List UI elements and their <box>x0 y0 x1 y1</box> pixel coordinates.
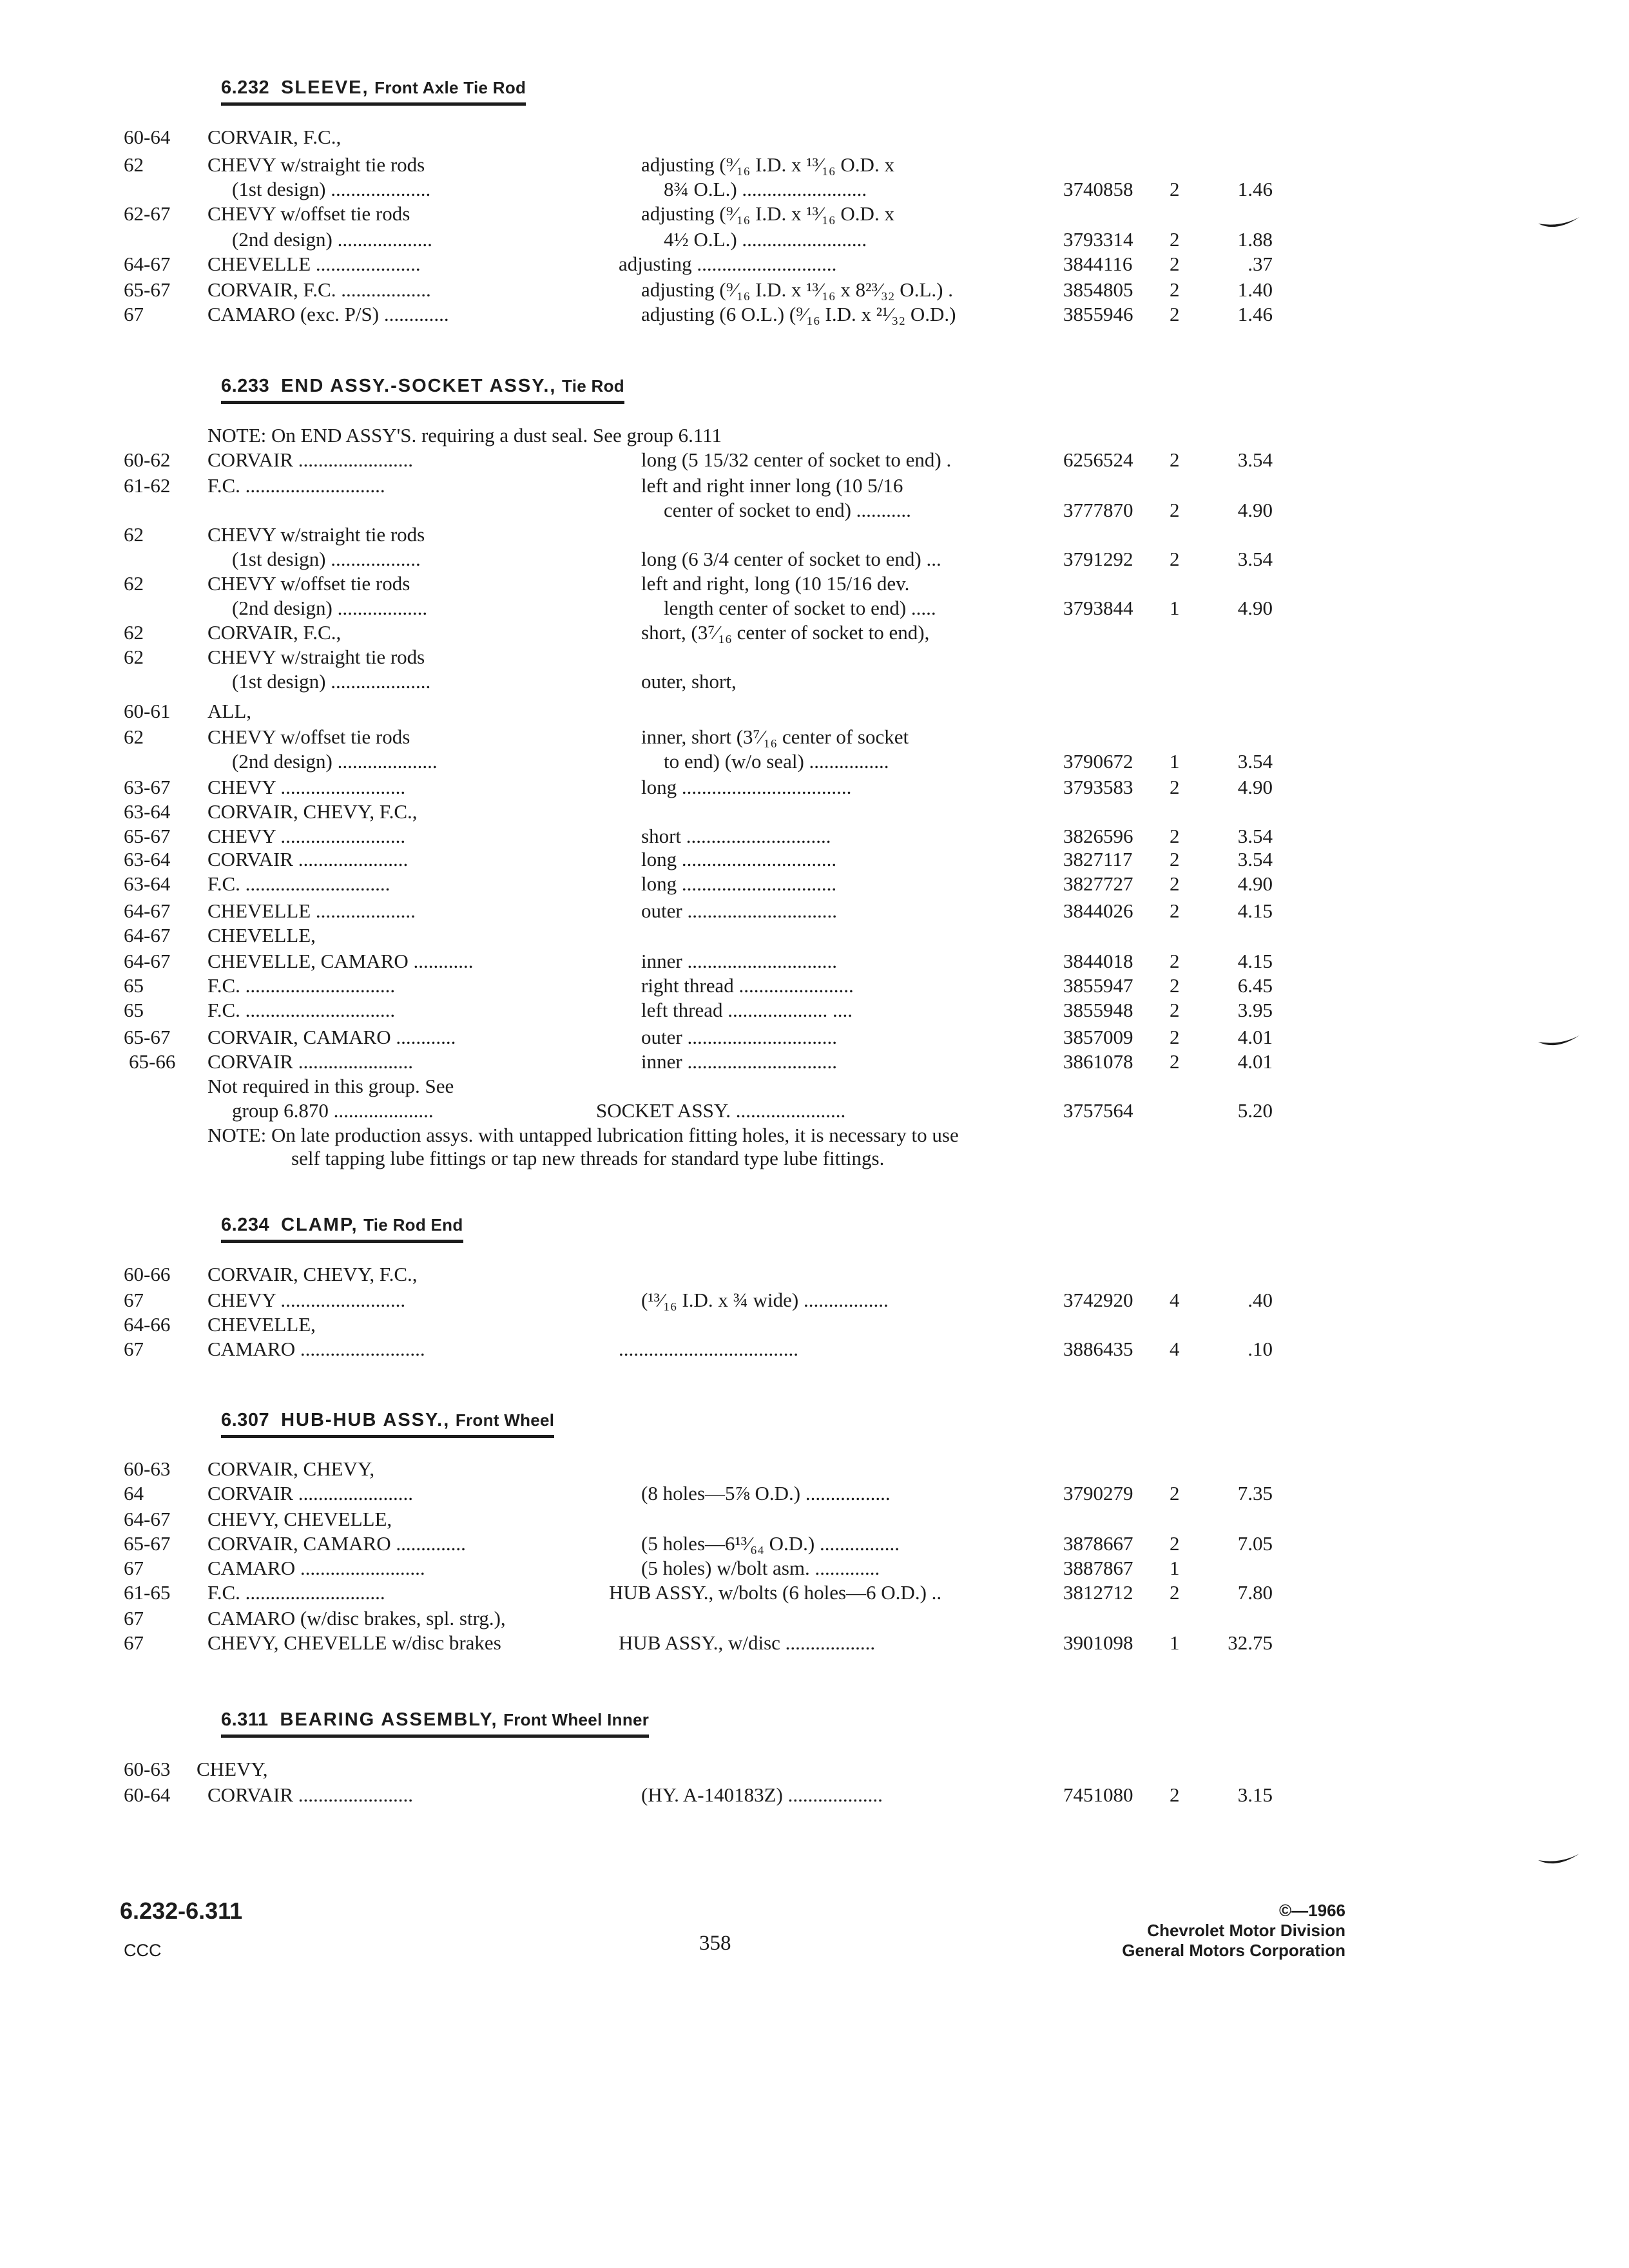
description-cell: long (6 3/4 center of socket to end) ... <box>641 548 941 570</box>
table-row <box>0 848 1629 874</box>
section-number: 6.307 <box>221 1410 270 1430</box>
model-cell: (1st design) .................... <box>232 670 431 693</box>
year-cell: 60-66 <box>124 1263 171 1285</box>
description-cell: .................................... <box>619 1338 798 1360</box>
corporation-line: General Motors Corporation <box>1122 1941 1345 1960</box>
part-number-cell: 3887867 <box>1063 1557 1133 1579</box>
table-row <box>0 278 1629 304</box>
year-cell: 64-67 <box>124 924 171 947</box>
year-cell: 67 <box>124 1631 144 1654</box>
section-heading-6-233 <box>221 376 624 404</box>
quantity-cell: 1 <box>1170 1631 1180 1654</box>
year-cell: 64-67 <box>124 253 171 275</box>
year-cell: 61-62 <box>124 474 171 497</box>
model-cell: CHEVY ......................... <box>207 1289 406 1311</box>
part-number-cell: 7451080 <box>1063 1783 1133 1806</box>
part-number-cell: 3861078 <box>1063 1050 1133 1073</box>
model-cell: CORVAIR, F.C., <box>207 126 342 148</box>
section-range: 6.232-6.311 <box>120 1898 243 1924</box>
description-cell: (5 holes—6¹³⁄₆₄ O.D.) ................ <box>641 1532 900 1555</box>
description-cell: (5 holes) w/bolt asm. ............. <box>641 1557 880 1579</box>
price-cell: 32.75 <box>1228 1631 1273 1654</box>
description-cell: short, (3⁷⁄₁₆ center of socket to end), <box>641 621 930 644</box>
price-cell: 5.20 <box>1237 1099 1273 1122</box>
year-cell: 64-66 <box>124 1313 171 1336</box>
description-cell: right thread ....................... <box>641 974 854 997</box>
note-text: NOTE: On END ASSY'S. requiring a dust seal. See group 6.111 <box>207 424 722 447</box>
year-cell: 62-67 <box>124 202 171 225</box>
part-number-cell: 3740858 <box>1063 178 1133 200</box>
model-cell: (2nd design) .................. <box>232 597 428 619</box>
quantity-cell: 1 <box>1170 1557 1180 1579</box>
model-cell: CHEVELLE, <box>207 1313 316 1336</box>
table-row <box>0 1289 1629 1314</box>
description-cell: inner, short (3⁷⁄₁₆ center of socket <box>641 726 909 748</box>
price-cell: 7.35 <box>1237 1482 1273 1504</box>
description-cell: HUB ASSY., w/bolts (6 holes—6 O.D.) .. <box>609 1581 942 1604</box>
year-cell: 64-67 <box>124 899 171 922</box>
table-row <box>0 1263 1629 1289</box>
description-cell: adjusting (6 O.L.) (⁹⁄₁₆ I.D. x ²¹⁄₃₂ O.D.) <box>641 303 956 325</box>
note-text: NOTE: On late production assys. with untapped lubrication fitting holes, it is necessary to use <box>207 1124 959 1146</box>
quantity-cell: 2 <box>1170 253 1180 275</box>
quantity-cell: 4 <box>1170 1338 1180 1360</box>
table-row <box>0 253 1629 278</box>
table-row <box>0 1457 1629 1483</box>
table-row <box>0 1075 1629 1100</box>
part-number-cell: 3855946 <box>1063 303 1133 325</box>
price-cell: .37 <box>1248 253 1273 275</box>
description-cell: adjusting (⁹⁄₁₆ I.D. x ¹³⁄₁₆ O.D. x <box>641 153 894 176</box>
quantity-cell: 2 <box>1170 974 1180 997</box>
section-subtitle: Front Axle Tie Rod <box>374 78 526 97</box>
section-keyword: CLAMP, <box>281 1215 358 1235</box>
table-row <box>0 872 1629 898</box>
description-cell: 8¾ O.L.) ......................... <box>664 178 867 200</box>
price-cell: 4.90 <box>1237 776 1273 798</box>
table-row <box>0 950 1629 975</box>
year-cell: 65 <box>124 974 144 997</box>
description-cell: outer .............................. <box>641 899 837 922</box>
model-cell: CORVAIR, CHEVY, <box>207 1457 375 1480</box>
table-row <box>0 726 1629 751</box>
table-row <box>0 178 1629 204</box>
quantity-cell: 2 <box>1170 776 1180 798</box>
section-subtitle: Tie Rod End <box>363 1215 463 1235</box>
price-cell: 7.80 <box>1237 1581 1273 1604</box>
part-number-cell: 3742920 <box>1063 1289 1133 1311</box>
table-row <box>0 597 1629 622</box>
catalog-code: CCC <box>124 1941 162 1960</box>
part-number-cell: 3855947 <box>1063 974 1133 997</box>
description-cell: outer, short, <box>641 670 737 693</box>
description-cell: center of socket to end) ........... <box>664 499 911 521</box>
price-cell: 3.54 <box>1237 548 1273 570</box>
model-cell: CORVAIR, CAMARO .............. <box>207 1532 466 1555</box>
year-cell: 60-63 <box>124 1457 171 1480</box>
year-cell: 62 <box>124 726 144 748</box>
model-cell: CAMARO (w/disc brakes, spl. strg.), <box>207 1607 506 1629</box>
price-cell: 4.01 <box>1237 1050 1273 1073</box>
year-cell: 61-65 <box>124 1581 171 1604</box>
year-cell: 60-63 <box>124 1758 171 1780</box>
year-cell: 67 <box>124 1607 144 1629</box>
description-cell: adjusting (⁹⁄₁₆ I.D. x ¹³⁄₁₆ O.D. x <box>641 202 894 225</box>
model-cell: CHEVY, CHEVELLE, <box>207 1508 392 1530</box>
quantity-cell: 2 <box>1170 825 1180 847</box>
year-cell: 60-62 <box>124 448 171 471</box>
part-number-cell: 3793583 <box>1063 776 1133 798</box>
model-cell: CHEVY, <box>197 1758 268 1780</box>
quantity-cell: 2 <box>1170 1482 1180 1504</box>
quantity-cell: 2 <box>1170 178 1180 200</box>
note-text: self tapping lube fittings or tap new threads for standard type lube fittings. <box>291 1147 885 1169</box>
year-cell: 67 <box>124 1557 144 1579</box>
description-cell: long .................................. <box>641 776 852 798</box>
part-number-cell: 3790672 <box>1063 750 1133 773</box>
part-number-cell: 3790279 <box>1063 1482 1133 1504</box>
model-cell: CORVAIR, F.C., <box>207 621 342 644</box>
quantity-cell: 2 <box>1170 872 1180 895</box>
price-cell: 1.46 <box>1237 303 1273 325</box>
part-number-cell: 3857009 <box>1063 1026 1133 1048</box>
table-row <box>0 1581 1629 1607</box>
model-cell: CHEVY w/offset tie rods <box>207 572 410 595</box>
model-cell: F.C. ............................ <box>207 1581 385 1604</box>
table-row <box>0 448 1629 474</box>
note-row <box>0 424 1629 450</box>
table-row <box>0 153 1629 179</box>
model-cell: ALL, <box>207 700 252 722</box>
table-row <box>0 646 1629 671</box>
table-row <box>0 1482 1629 1508</box>
year-cell: 60-64 <box>124 126 171 148</box>
model-cell: CAMARO ......................... <box>207 1338 425 1360</box>
division-line: Chevrolet Motor Division <box>1147 1921 1345 1940</box>
model-cell: (1st design) .................. <box>232 548 421 570</box>
section-heading-6-234 <box>221 1215 463 1243</box>
price-cell: .10 <box>1248 1338 1273 1360</box>
model-cell: CORVAIR, CHEVY, F.C., <box>207 800 418 823</box>
model-cell: F.C. .............................. <box>207 999 396 1021</box>
year-cell: 62 <box>124 646 144 668</box>
description-cell: to end) (w/o seal) ................ <box>664 750 889 773</box>
part-number-cell: 3901098 <box>1063 1631 1133 1654</box>
part-number-cell: 3793844 <box>1063 597 1133 619</box>
table-row <box>0 548 1629 573</box>
year-cell: 65 <box>124 999 144 1021</box>
description-cell: left and right inner long (10 5/16 <box>641 474 903 497</box>
table-row <box>0 800 1629 826</box>
description-cell: SOCKET ASSY. ...................... <box>596 1099 846 1122</box>
copyright-line: ©—1966 <box>1279 1901 1345 1920</box>
table-row <box>0 1758 1629 1783</box>
model-cell: CORVAIR, F.C. .................. <box>207 278 431 301</box>
year-cell: 65-66 <box>129 1050 176 1073</box>
table-row <box>0 499 1629 524</box>
quantity-cell: 2 <box>1170 848 1180 870</box>
table-row <box>0 700 1629 726</box>
year-cell: 62 <box>124 572 144 595</box>
quantity-cell: 2 <box>1170 499 1180 521</box>
description-cell: long ............................... <box>641 848 837 870</box>
price-cell: 1.40 <box>1237 278 1273 301</box>
description-cell: length center of socket to end) ..... <box>664 597 936 619</box>
table-row <box>0 1026 1629 1052</box>
price-cell: 4.90 <box>1237 499 1273 521</box>
quantity-cell: 2 <box>1170 950 1180 972</box>
table-row <box>0 474 1629 500</box>
quantity-cell: 2 <box>1170 1581 1180 1604</box>
part-number-cell: 3777870 <box>1063 499 1133 521</box>
table-row <box>0 1557 1629 1582</box>
model-cell: (1st design) .................... <box>232 178 431 200</box>
price-cell: 4.90 <box>1237 872 1273 895</box>
description-cell: short ............................. <box>641 825 831 847</box>
year-cell: 63-64 <box>124 848 171 870</box>
model-cell: CORVAIR, CHEVY, F.C., <box>207 1263 418 1285</box>
year-cell: 64 <box>124 1482 144 1504</box>
model-cell: group 6.870 .................... <box>232 1099 434 1122</box>
description-cell: (8 holes—5⅞ O.D.) ................. <box>641 1482 891 1504</box>
price-cell: 4.90 <box>1237 597 1273 619</box>
model-cell: CHEVELLE, CAMARO ............ <box>207 950 474 972</box>
table-row <box>0 1607 1629 1633</box>
year-cell: 67 <box>124 303 144 325</box>
quantity-cell: 2 <box>1170 278 1180 301</box>
model-cell: CHEVY, CHEVELLE w/disc brakes <box>207 1631 501 1654</box>
year-cell: 67 <box>124 1338 144 1360</box>
description-cell: left thread .................... .... <box>641 999 853 1021</box>
model-cell: Not required in this group. See <box>207 1075 454 1097</box>
table-row <box>0 1532 1629 1558</box>
note-row <box>0 1147 1629 1173</box>
section-number: 6.311 <box>221 1709 269 1730</box>
model-cell: CORVAIR ....................... <box>207 1050 414 1073</box>
year-cell: 67 <box>124 1289 144 1311</box>
year-cell: 60-61 <box>124 700 171 722</box>
year-cell: 63-67 <box>124 776 171 798</box>
year-cell: 64-67 <box>124 950 171 972</box>
description-cell: left and right, long (10 15/16 dev. <box>641 572 910 595</box>
table-row <box>0 1338 1629 1363</box>
part-number-cell: 3886435 <box>1063 1338 1133 1360</box>
part-number-cell: 3855948 <box>1063 999 1133 1021</box>
quantity-cell: 2 <box>1170 1532 1180 1555</box>
quantity-cell: 2 <box>1170 448 1180 471</box>
table-row <box>0 621 1629 647</box>
table-row <box>0 750 1629 776</box>
model-cell: CHEVY w/straight tie rods <box>207 153 425 176</box>
table-row <box>0 670 1629 696</box>
part-number-cell: 3757564 <box>1063 1099 1133 1122</box>
model-cell: CAMARO ......................... <box>207 1557 425 1579</box>
binder-mark-icon <box>1537 1028 1582 1053</box>
part-number-cell: 3854805 <box>1063 278 1133 301</box>
quantity-cell: 4 <box>1170 1289 1180 1311</box>
part-number-cell: 3844026 <box>1063 899 1133 922</box>
binder-mark-icon <box>1537 1846 1582 1872</box>
model-cell: (2nd design) ................... <box>232 228 432 251</box>
description-cell: outer .............................. <box>641 1026 837 1048</box>
section-keyword: HUB-HUB ASSY., <box>281 1410 450 1430</box>
section-number: 6.232 <box>221 77 270 98</box>
section-heading-6-232 <box>221 77 526 106</box>
year-cell: 65-67 <box>124 1532 171 1555</box>
part-number-cell: 3844116 <box>1063 253 1133 275</box>
price-cell: 3.95 <box>1237 999 1273 1021</box>
quantity-cell: 2 <box>1170 548 1180 570</box>
table-row <box>0 228 1629 254</box>
description-cell: adjusting ............................ <box>619 253 837 275</box>
part-number-cell: 3878667 <box>1063 1532 1133 1555</box>
price-cell: 3.15 <box>1237 1783 1273 1806</box>
year-cell: 63-64 <box>124 872 171 895</box>
model-cell: CAMARO (exc. P/S) ............. <box>207 303 449 325</box>
section-number: 6.233 <box>221 376 270 396</box>
description-cell: HUB ASSY., w/disc .................. <box>619 1631 876 1654</box>
section-heading-6-311 <box>221 1709 649 1738</box>
price-cell: .40 <box>1248 1289 1273 1311</box>
table-row <box>0 1631 1629 1657</box>
description-cell: 4½ O.L.) ......................... <box>664 228 867 251</box>
price-cell: 4.01 <box>1237 1026 1273 1048</box>
year-cell: 65-67 <box>124 278 171 301</box>
year-cell: 60-64 <box>124 1783 171 1806</box>
price-cell: 7.05 <box>1237 1532 1273 1555</box>
table-row <box>0 572 1629 598</box>
model-cell: F.C. .............................. <box>207 974 396 997</box>
model-cell: CHEVELLE, <box>207 924 316 947</box>
model-cell: CORVAIR ...................... <box>207 848 409 870</box>
table-row <box>0 974 1629 1000</box>
price-cell: 3.54 <box>1237 750 1273 773</box>
binder-mark-icon <box>1537 209 1582 235</box>
model-cell: CORVAIR ....................... <box>207 1482 414 1504</box>
description-cell: (HY. A-140183Z) ................... <box>641 1783 883 1806</box>
part-number-cell: 3791292 <box>1063 548 1133 570</box>
quantity-cell: 1 <box>1170 750 1180 773</box>
description-cell: (¹³⁄₁₆ I.D. x ¾ wide) ................. <box>641 1289 889 1311</box>
section-keyword: BEARING ASSEMBLY, <box>280 1709 498 1730</box>
model-cell: CHEVELLE ..................... <box>207 253 421 275</box>
description-cell: adjusting (⁹⁄₁₆ I.D. x ¹³⁄₁₆ x 8²³⁄₃₂ O.L.) . <box>641 278 953 301</box>
price-cell: 6.45 <box>1237 974 1273 997</box>
price-cell: 3.54 <box>1237 448 1273 471</box>
description-cell: long (5 15/32 center of socket to end) . <box>641 448 952 471</box>
price-cell: 4.15 <box>1237 950 1273 972</box>
year-cell: 62 <box>124 621 144 644</box>
part-number-cell: 3827727 <box>1063 872 1133 895</box>
model-cell: (2nd design) .................... <box>232 750 438 773</box>
price-cell: 3.54 <box>1237 825 1273 847</box>
model-cell: CORVAIR ....................... <box>207 1783 414 1806</box>
quantity-cell: 2 <box>1170 303 1180 325</box>
model-cell: CHEVY ......................... <box>207 776 406 798</box>
year-cell: 63-64 <box>124 800 171 823</box>
table-row <box>0 1783 1629 1809</box>
section-number: 6.234 <box>221 1215 270 1235</box>
model-cell: CHEVY w/offset tie rods <box>207 726 410 748</box>
price-cell: 1.88 <box>1237 228 1273 251</box>
price-cell: 4.15 <box>1237 899 1273 922</box>
part-number-cell: 3812712 <box>1063 1581 1133 1604</box>
part-number-cell: 6256524 <box>1063 448 1133 471</box>
model-cell: CHEVELLE .................... <box>207 899 416 922</box>
table-row <box>0 776 1629 802</box>
model-cell: CORVAIR ....................... <box>207 448 414 471</box>
part-number-cell: 3827117 <box>1063 848 1133 870</box>
year-cell: 62 <box>124 523 144 546</box>
section-keyword: SLEEVE, <box>281 77 369 98</box>
table-row <box>0 899 1629 925</box>
model-cell: F.C. ............................. <box>207 872 390 895</box>
section-subtitle: Front Wheel Inner <box>503 1710 650 1729</box>
table-row <box>0 126 1629 151</box>
description-cell: long ............................... <box>641 872 837 895</box>
publisher-block <box>1122 1901 1345 1961</box>
model-cell: CORVAIR, CAMARO ............ <box>207 1026 456 1048</box>
table-row <box>0 924 1629 950</box>
model-cell: CHEVY w/straight tie rods <box>207 523 425 546</box>
quantity-cell: 2 <box>1170 899 1180 922</box>
part-number-cell: 3793314 <box>1063 228 1133 251</box>
table-row <box>0 999 1629 1024</box>
description-cell: inner .............................. <box>641 950 837 972</box>
table-row <box>0 303 1629 329</box>
section-heading-6-307 <box>221 1410 554 1438</box>
year-cell: 64-67 <box>124 1508 171 1530</box>
table-row <box>0 523 1629 549</box>
description-cell: inner .............................. <box>641 1050 837 1073</box>
table-row <box>0 202 1629 228</box>
table-row <box>0 1508 1629 1533</box>
table-row <box>0 825 1629 850</box>
model-cell: CHEVY ......................... <box>207 825 406 847</box>
section-subtitle: Front Wheel <box>455 1410 555 1430</box>
quantity-cell: 1 <box>1170 597 1180 619</box>
table-row <box>0 1050 1629 1076</box>
page-number: 358 <box>699 1932 731 1955</box>
part-number-cell: 3844018 <box>1063 950 1133 972</box>
year-cell: 62 <box>124 153 144 176</box>
quantity-cell: 2 <box>1170 228 1180 251</box>
table-row <box>0 1099 1629 1125</box>
quantity-cell: 2 <box>1170 999 1180 1021</box>
part-number-cell: 3826596 <box>1063 825 1133 847</box>
price-cell: 3.54 <box>1237 848 1273 870</box>
quantity-cell: 2 <box>1170 1050 1180 1073</box>
price-cell: 1.46 <box>1237 178 1273 200</box>
year-cell: 65-67 <box>124 1026 171 1048</box>
section-subtitle: Tie Rod <box>562 376 624 396</box>
quantity-cell: 2 <box>1170 1783 1180 1806</box>
year-cell: 65-67 <box>124 825 171 847</box>
section-keyword: END ASSY.-SOCKET ASSY., <box>281 376 557 396</box>
model-cell: F.C. ............................ <box>207 474 385 497</box>
model-cell: CHEVY w/straight tie rods <box>207 646 425 668</box>
note-row <box>0 1124 1629 1149</box>
table-row <box>0 1313 1629 1339</box>
quantity-cell: 2 <box>1170 1026 1180 1048</box>
model-cell: CHEVY w/offset tie rods <box>207 202 410 225</box>
